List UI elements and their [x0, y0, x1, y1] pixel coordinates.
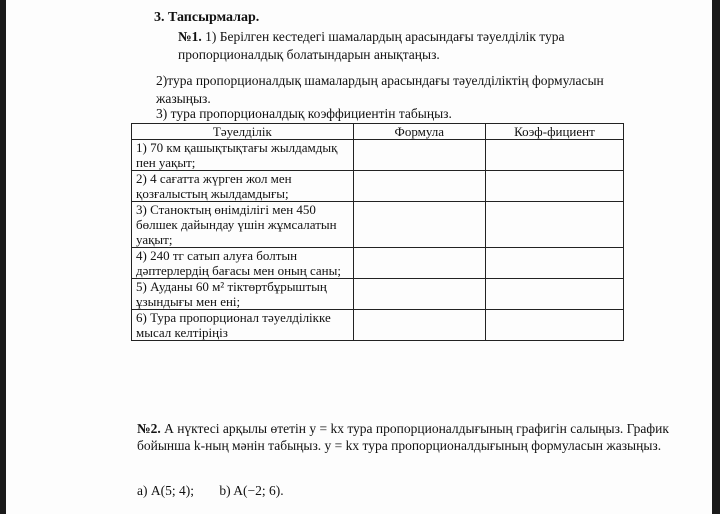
document-page: [6, 0, 712, 514]
dependency-cell: 3) Станоктың өнімділігі мен 450 бөлшек дайындау үшін жұмсалатын уақыт;: [132, 202, 354, 248]
table-row: [132, 310, 624, 341]
task1-item2: 2)тура пропорционалдық шамалардың арасындағы тәуелділіктің формуласын жазыңыз.: [156, 73, 604, 106]
table-row: [132, 171, 624, 202]
dependency-cell: 5) Ауданы 60 м² тіктөртбұрыштың ұзындығы мен ені;: [132, 279, 354, 310]
task2-points: [137, 483, 284, 499]
task1-number: №1.: [178, 29, 202, 44]
coefficient-cell[interactable]: [485, 279, 623, 310]
dependency-cell: 1) 70 км қашықтықтағы жылдамдық пен уақыт;: [132, 140, 354, 171]
dependency-table: [131, 123, 624, 341]
coefficient-cell[interactable]: [485, 248, 623, 279]
table-row: [132, 202, 624, 248]
task2-statement: [137, 420, 697, 454]
task1-text: 1) Берілген кестедегі шамалардың арасындағы тәуелділік тура пропорционалдық болатындарын анықтаңыз.: [178, 29, 565, 62]
formula-cell[interactable]: [353, 248, 485, 279]
task1-item3: 3) тура пропорционалдық коэффициентін табыңыз.: [156, 106, 452, 121]
dependency-cell: 6) Тура пропорционал тәуелділікке мысал келтіріңіз: [132, 310, 354, 341]
dependency-cell: 4) 240 тг сатып алуға болтын дәптерлердің бағасы мен оның саны;: [132, 248, 354, 279]
task2-number: №2.: [137, 421, 161, 436]
point-b: b) A(−2; 6).: [219, 483, 284, 498]
task2-text: А нүктесі арқылы өтетін y = kx тура пропорционалдығының графигін салыңыз. График бойынша k-ның мәнін табыңыз. y = kx тура пропорционалдығының формуласын жазыңыз.: [137, 421, 669, 453]
formula-cell[interactable]: [353, 140, 485, 171]
table-row: [132, 279, 624, 310]
formula-cell[interactable]: [353, 171, 485, 202]
header-formula: Формула: [353, 124, 485, 140]
coefficient-cell[interactable]: [485, 202, 623, 248]
table-header-row: [132, 124, 624, 140]
dependency-cell: 2) 4 сағатта жүрген жол мен қозғалыстың жылдамдығы;: [132, 171, 354, 202]
task1-statement: [178, 28, 648, 64]
section-heading: 3. Тапсырмалар.: [154, 10, 260, 25]
coefficient-cell[interactable]: [485, 171, 623, 202]
coefficient-cell[interactable]: [485, 140, 623, 171]
table-row: [132, 140, 624, 171]
header-dependency: Тәуелділік: [132, 124, 354, 140]
formula-cell[interactable]: [353, 310, 485, 341]
formula-cell[interactable]: [353, 279, 485, 310]
header-coefficient: Коэф-фициент: [485, 124, 623, 140]
coefficient-cell[interactable]: [485, 310, 623, 341]
point-a: а) A(5; 4);: [137, 483, 194, 498]
formula-cell[interactable]: [353, 202, 485, 248]
table-row: [132, 248, 624, 279]
